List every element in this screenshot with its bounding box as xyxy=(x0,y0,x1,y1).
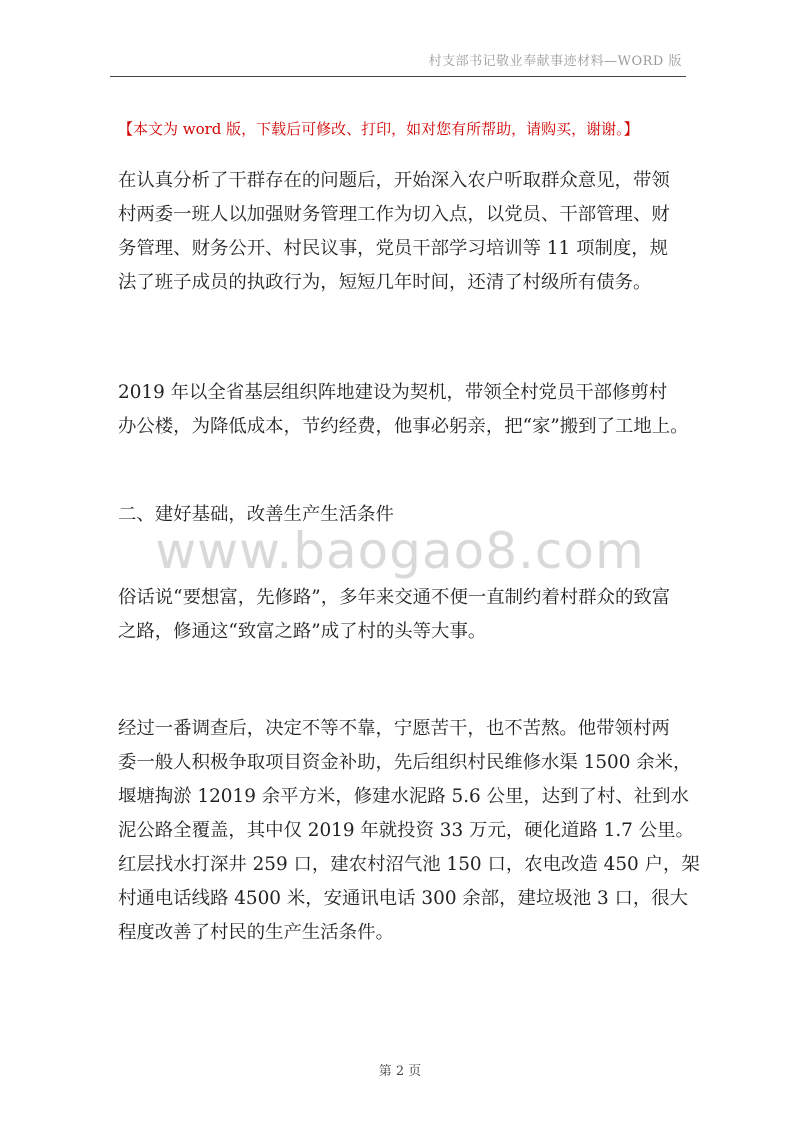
header-divider xyxy=(110,76,686,77)
paragraph-line: 俗话说“要想富，先修路”，多年来交通不便一直制约着村群众的致富 xyxy=(118,587,671,608)
body-paragraph xyxy=(118,712,700,950)
section-heading xyxy=(118,498,690,532)
body-paragraph xyxy=(118,376,690,444)
paragraph-line: 务管理、财务公开、村民议事，党员干部学习培训等 11 项制度，规 xyxy=(118,238,669,259)
document-header-title: 村支部书记敬业奉献事迹材料—WORD 版 xyxy=(428,54,682,69)
paragraph-line: 法了班子成员的执政行为，短短几年时间，还清了村级所有债务。 xyxy=(118,272,652,293)
paragraph-line: 堰塘掏淤 12019 余平方米，修建水泥路 5.6 公里，达到了村、社到水 xyxy=(118,786,689,807)
paragraph-line: 村两委一班人以加强财务管理工作为切入点，以党员、干部管理、财 xyxy=(118,204,670,225)
page-number: 第 2 页 xyxy=(378,1064,422,1079)
paragraph-line: 2019 年以全省基层组织阵地建设为契机，带领全村党员干部修剪村 xyxy=(118,382,668,403)
paragraph-line: 委一般人积极争取项目资金补助，先后组织村民维修水渠 1500 余米， xyxy=(118,752,692,773)
paragraph-line: 泥公路全覆盖，其中仅 2019 年就投资 33 万元，硬化道路 1.7 公里。 xyxy=(118,820,694,841)
body-paragraph xyxy=(118,581,690,649)
paragraph-line: 在认真分析了干群存在的问题后，开始深入农户听取群众意见，带领 xyxy=(118,170,670,191)
paragraph-line: 之路，修通这“致富之路”成了村的头等大事。 xyxy=(118,621,487,642)
paragraph-line: 村通电话线路 4500 米，安通讯电话 300 余部，建垃圾池 3 口，很大 xyxy=(118,888,689,909)
section-heading-text: 二、建好基础，改善生产生活条件 xyxy=(118,504,394,525)
paragraph-line: 办公楼，为降低成本，节约经费，他事必躬亲，把“家”搬到了工地上。 xyxy=(118,416,689,437)
paragraph-line: 经过一番调查后，决定不等不靠，宁愿苦干，也不苦熬。他带领村两 xyxy=(118,718,670,739)
watermark-text: www.baogao8.com xyxy=(155,522,645,580)
paragraph-line: 程度改善了村民的生产生活条件。 xyxy=(118,922,394,943)
paragraph-line: 红层找水打深井 259 口，建农村沼气池 150 口，农电改造 450 户，架 xyxy=(118,854,700,875)
purchase-notice: 【本文为 word 版，下载后可修改、打印，如对您有所帮助，请购买，谢谢。】 xyxy=(118,120,639,138)
body-paragraph xyxy=(118,164,690,300)
